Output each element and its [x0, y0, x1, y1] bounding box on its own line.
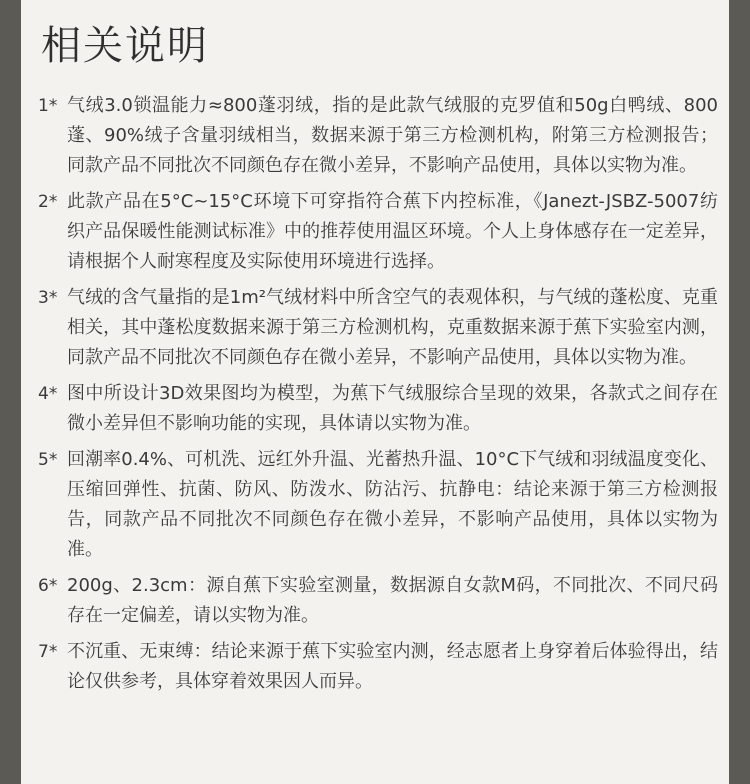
note-text: 200g、2.3cm：源自蕉下实验室测量，数据源自女款M码，不同批次、不同尺码存在一定偏差，请以实物为准。 [67, 575, 718, 626]
section-title: 相关说明 [41, 23, 209, 69]
notes-list [38, 91, 718, 703]
note-number: 5* [38, 450, 58, 470]
description-card [21, 0, 729, 784]
note-item [38, 283, 718, 373]
note-number: 4* [38, 384, 58, 404]
note-number: 1* [38, 96, 58, 116]
note-number: 2* [38, 192, 58, 212]
note-number: 6* [38, 576, 58, 596]
note-text: 图中所设计3D效果图均为模型，为蕉下气绒服综合呈现的效果，各款式之间存在微小差异但不影响功能的实现，具体请以实物为准。 [67, 383, 718, 434]
note-item [38, 445, 718, 565]
note-text: 不沉重、无束缚：结论来源于蕉下实验室内测，经志愿者上身穿着后体验得出，结论仅供参考，具体穿着效果因人而异。 [67, 641, 718, 692]
note-text: 此款产品在5°C~15°C环境下可穿指符合蕉下内控标准，《Janezt-JSBZ-5007纺织产品保暖性能测试标准》中的推荐使用温区环境。个人上身体感存在一定差异，请根据个人耐寒程度及实际使用环境进行选择。 [67, 191, 718, 272]
note-item [38, 571, 718, 631]
note-text: 回潮率0.4%、可机洗、远红外升温、光蓄热升温、10°C下气绒和羽绒温度变化、压缩回弹性、抗菌、防风、防泼水、防沾污、抗静电：结论来源于第三方检测报告，同款产品不同批次不同颜色存在微小差异，不影响产品使用，具体以实物为准。 [67, 449, 718, 560]
note-item [38, 379, 718, 439]
note-text: 气绒3.0锁温能力≈800蓬羽绒，指的是此款气绒服的克罗值和50g白鸭绒、800蓬、90%绒子含量羽绒相当，数据来源于第三方检测机构，附第三方检测报告；同款产品不同批次不同颜色存在微小差异，不影响产品使用，具体以实物为准。 [67, 95, 718, 176]
note-item [38, 637, 718, 697]
note-number: 7* [38, 642, 58, 662]
note-number: 3* [38, 288, 58, 308]
note-item [38, 91, 718, 181]
note-text: 气绒的含气量指的是1m²气绒材料中所含空气的表观体积，与气绒的蓬松度、克重相关，其中蓬松度数据来源于第三方检测机构，克重数据来源于蕉下实验室内测，同款产品不同批次不同颜色存在微小差异，不影响产品使用，具体以实物为准。 [67, 287, 718, 368]
note-item [38, 187, 718, 277]
